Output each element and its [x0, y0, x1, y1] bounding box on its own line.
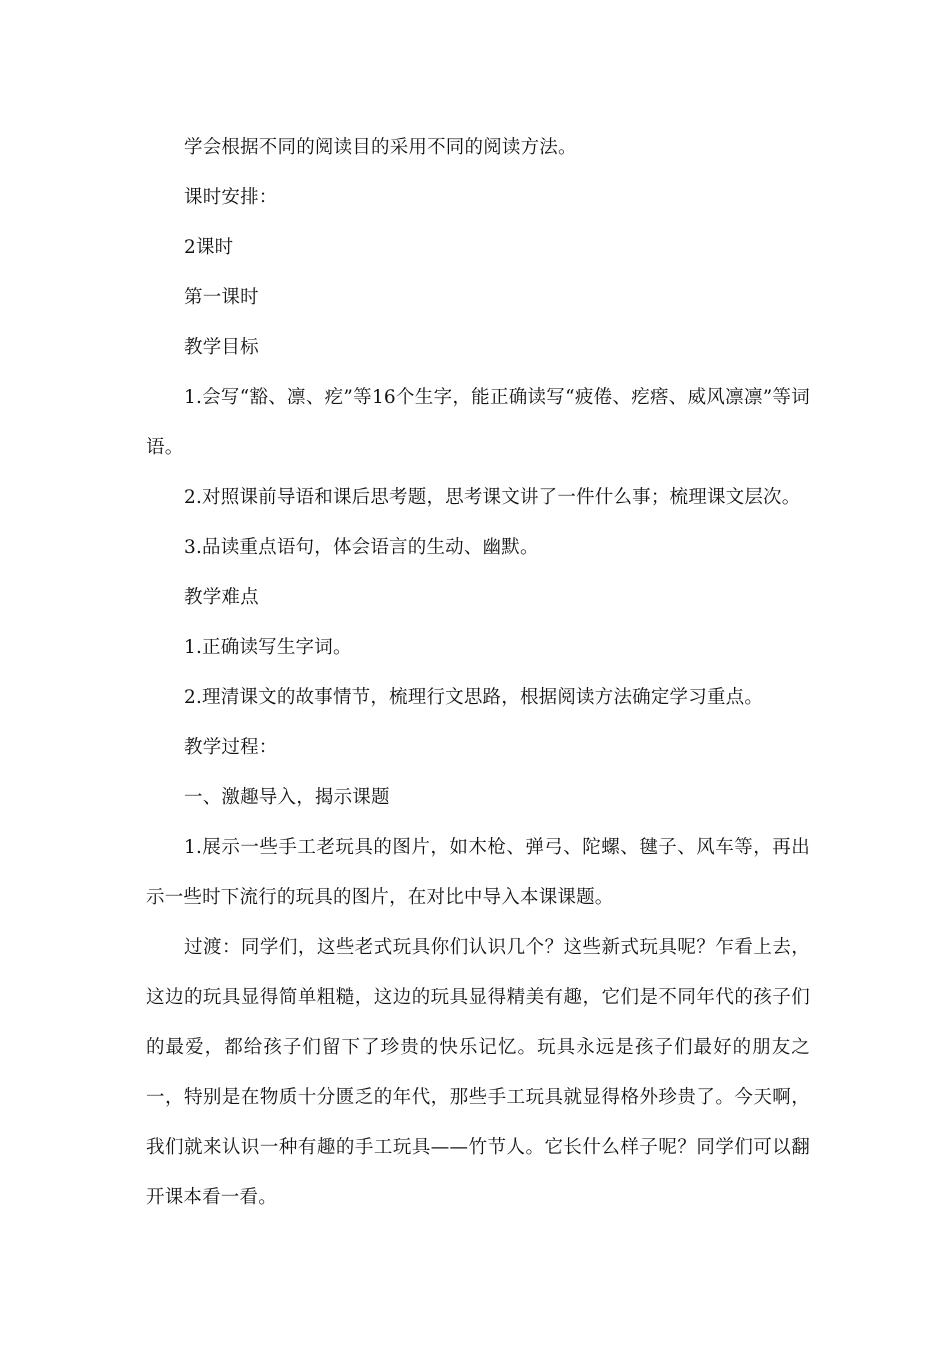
paragraph-class-count: 2课时 — [184, 237, 234, 258]
paragraph-section-1-heading: 一、激趣导入，揭示课题 — [184, 787, 390, 808]
paragraph-process-heading: 教学过程： — [184, 737, 278, 758]
paragraph-difficulties-heading: 教学难点 — [184, 587, 259, 608]
paragraph-transition: 过渡：同学们，这些老式玩具你们认识几个？这些新式玩具呢？乍看上去，这边的玩具显得简单粗糙，这边的玩具显得精美有趣，它们是不同年代的孩子们的最爱，都给孩子们留下了珍贵的快乐记忆。玩具永远是孩子们最好的朋友之一，特别是在物质十分匮乏的年代，那些手工玩具就显得格外珍贵了。今天啊，我们就来认识一种有趣的手工玩具——竹节人。它长什么样子呢？同学们可以翻开课本看一看。 — [146, 937, 810, 1208]
paragraph-section-1-step-1: 1.展示一些手工老玩具的图片，如木枪、弹弓、陀螺、毽子、风车等，再出示一些时下流行的玩具的图片，在对比中导入本课课题。 — [146, 837, 810, 908]
paragraph-goal-2: 2.对照课前导语和课后思考题，思考课文讲了一件什么事；梳理课文层次。 — [184, 487, 801, 508]
paragraph-goal-1: 1.会写“豁、凛、疙”等16个生字，能正确读写“疲倦、疙瘩、威风凛凛”等词语。 — [146, 387, 810, 458]
paragraph-reading-method: 学会根据不同的阅读目的采用不同的阅读方法。 — [184, 137, 577, 158]
paragraph-first-lesson: 第一课时 — [184, 287, 259, 308]
paragraph-goal-3: 3.品读重点语句，体会语言的生动、幽默。 — [184, 537, 539, 558]
document-body — [146, 123, 810, 1223]
paragraph-teaching-goals-heading: 教学目标 — [184, 337, 259, 358]
paragraph-difficulty-2: 2.理清课文的故事情节，梳理行文思路，根据阅读方法确定学习重点。 — [184, 687, 764, 708]
paragraph-difficulty-1: 1.正确读写生字词。 — [184, 637, 352, 658]
paragraph-class-schedule-heading: 课时安排： — [184, 187, 278, 208]
